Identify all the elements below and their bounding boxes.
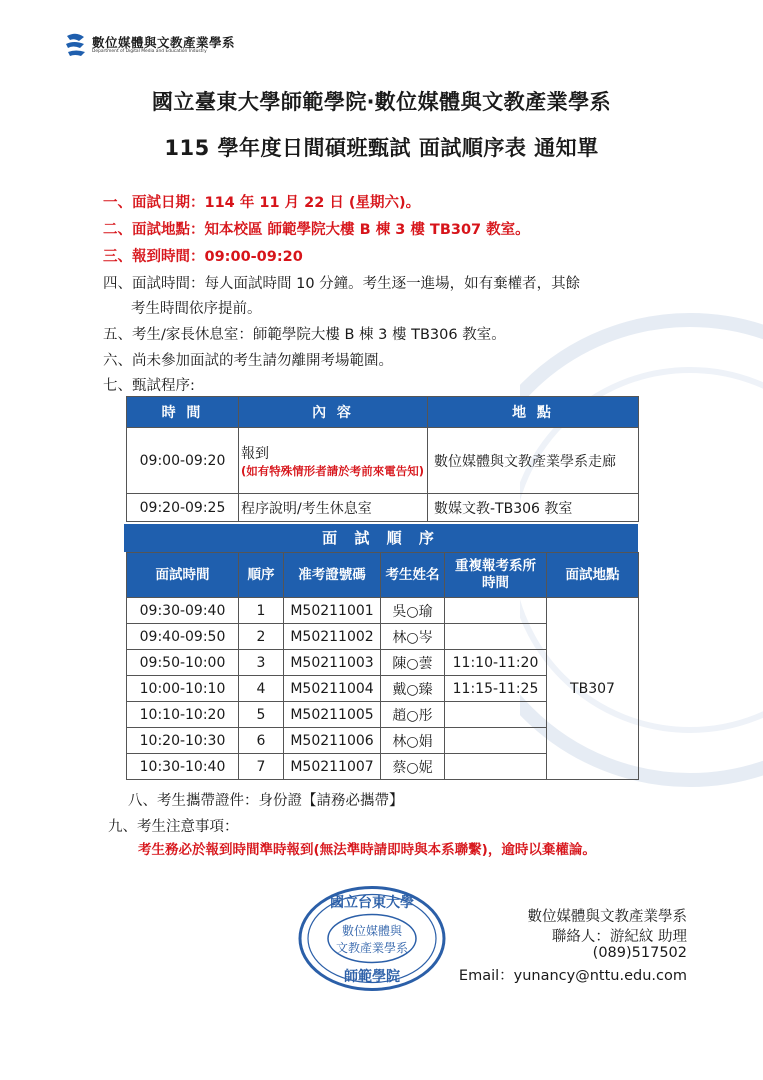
contact-email: Email：yunancy@nttu.edu.com (458, 968, 687, 984)
table-row: 09:30-09:40 1 M50211001 吳○瑜 TB307 (127, 598, 639, 624)
procedure-header-content: 內 容 (239, 397, 428, 428)
procedure-header-row (127, 397, 639, 428)
page-subtitle: 115 學年度日間碩班甄試 面試順序表 通知單 (164, 136, 599, 160)
logo-icon (64, 32, 88, 58)
procedure-time: 09:20-09:25 (127, 494, 239, 522)
table-row: 09:40-09:50 2 M50211002 林○岑 (127, 624, 639, 650)
logo-english-name: Department of Digital Media and Education Industry (92, 49, 207, 54)
svg-text:師範學院: 師範學院 (344, 969, 400, 985)
interview-order-table (126, 552, 639, 780)
order-title-bar: 面 試 順 序 (124, 524, 638, 552)
procedure-header-time: 時 間 (127, 397, 239, 428)
item-procedure-heading: 七、甄試程序: (103, 378, 195, 394)
procedure-time: 09:00-09:20 (127, 428, 239, 494)
order-header-row (127, 553, 639, 598)
item-checkin-time: 三、報到時間：09:00-09:20 (103, 249, 303, 265)
order-location: TB307 (547, 598, 639, 780)
order-header-id: 准考證號碼 (284, 553, 381, 598)
procedure-row (127, 428, 639, 494)
procedure-place: 數媒文教-TB306 教室 (428, 494, 639, 522)
svg-text:文教產業學系: 文教產業學系 (335, 941, 409, 955)
department-seal-icon (297, 885, 447, 992)
item-interview-duration-cont: 考生時間依序提前。 (131, 301, 262, 317)
table-row: 10:20-10:30 6 M50211006 林○娟 (127, 728, 639, 754)
section-notes-heading: 九、考生注意事項： (108, 819, 239, 835)
page-title: 國立臺東大學師範學院‧數位媒體與文教產業學系 (151, 90, 612, 114)
procedure-place: 數位媒體與文教產業學系走廊 (428, 428, 639, 494)
section-required-documents: 八、考生攜帶證件：身份證【請務必攜帶】 (128, 793, 404, 809)
svg-text:國立台東大學: 國立台東大學 (330, 895, 414, 911)
order-header-duplicate: 重複報考系所時間 (445, 553, 547, 598)
table-row: 09:50-10:00 3 M50211003 陳○蕓 11:10-11:20 (127, 650, 639, 676)
contact-phone: (089)517502 (592, 945, 687, 961)
contact-person: 聯絡人：游紀紋 助理 (551, 929, 687, 945)
item-interview-date: 一、面試日期：114 年 11 月 22 日 (星期六)。 (103, 195, 421, 211)
table-row: 10:10-10:20 5 M50211005 趙○彤 (127, 702, 639, 728)
svg-text:數位媒體與: 數位媒體與 (341, 924, 403, 938)
order-header-time: 面試時間 (127, 553, 239, 598)
item-stay-notice: 六、尚未參加面試的考生請勿離開考場範圍。 (103, 353, 393, 369)
item-interview-location: 二、面試地點：知本校區 師範學院大樓 B 棟 3 樓 TB307 教室。 (103, 222, 530, 238)
table-row: 10:30-10:40 7 M50211007 蔡○妮 (127, 754, 639, 780)
item-interview-duration: 四、面試時間：每人面試時間 10 分鐘。考生逐一進場，如有棄權者，其餘 (103, 276, 581, 292)
order-header-location: 面試地點 (547, 553, 639, 598)
item-waiting-room: 五、考生/家長休息室：師範學院大樓 B 棟 3 樓 TB306 教室。 (103, 327, 506, 343)
table-row: 10:00-10:10 4 M50211004 戴○臻 11:15-11:25 (127, 676, 639, 702)
order-header-name: 考生姓名 (381, 553, 445, 598)
procedure-header-place: 地 點 (428, 397, 639, 428)
order-header-no: 順序 (239, 553, 284, 598)
procedure-note: (如有特殊情形者請於考前來電告知) (241, 463, 425, 478)
contact-department: 數位媒體與文教產業學系 (527, 909, 687, 925)
logo-chinese-name: 數位媒體與文教產業學系 (92, 35, 236, 50)
procedure-content: 程序說明/考生休息室 (239, 494, 428, 522)
procedure-content: 報到 (如有特殊情形者請於考前來電告知) (239, 428, 428, 494)
warning-text: 考生務必於報到時間準時報到(無法準時請即時與本系聯繫)，逾時以棄權論。 (138, 842, 596, 858)
procedure-table (126, 396, 639, 522)
procedure-row (127, 494, 639, 522)
